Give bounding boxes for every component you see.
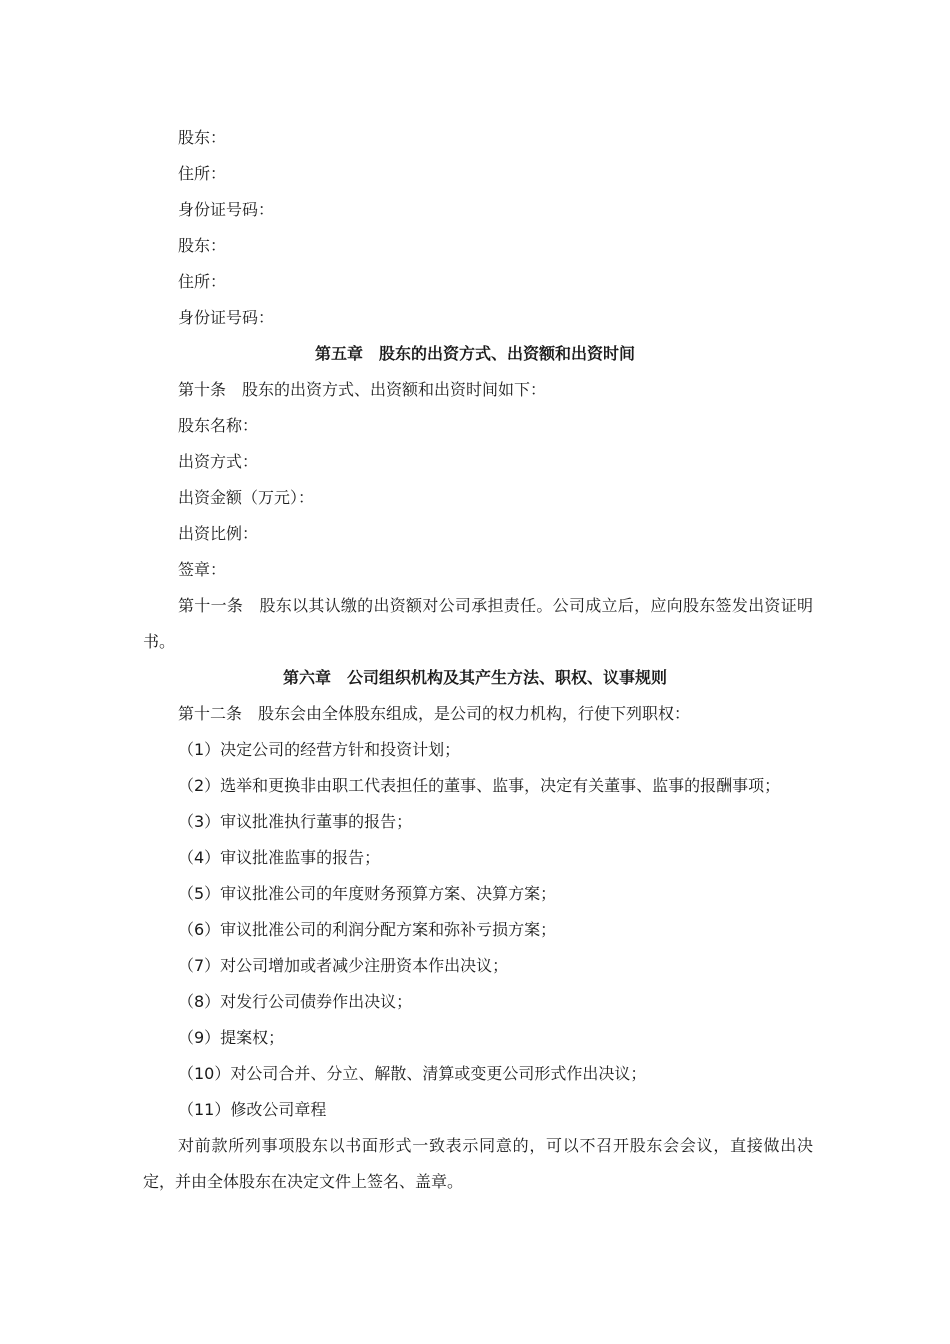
closing-paragraph: 对前款所列事项股东以书面形式一致表示同意的，可以不召开股东会会议，直接做出决定，并由全体股东在决定文件上签名、盖章。 — [143, 1136, 813, 1191]
power-item: （8）对发行公司债券作出决议； — [178, 992, 413, 1011]
address-label: 住所： — [178, 272, 227, 291]
power-item: （7）对公司增加或者减少注册资本作出决议； — [178, 956, 509, 975]
address-label: 住所： — [178, 164, 227, 183]
power-item: （3）审议批准执行董事的报告； — [178, 812, 413, 831]
power-item: （9）提案权； — [178, 1028, 285, 1047]
power-item: （2）选举和更换非由职工代表担任的董事、监事，决定有关董事、监事的报酬事项； — [178, 776, 781, 795]
chapter-6-heading: 第六章 公司组织机构及其产生方法、职权、议事规则 — [282, 668, 667, 687]
power-item: （10）对公司合并、分立、解散、清算或变更公司形式作出决议； — [178, 1064, 647, 1083]
id-number-label: 身份证号码： — [178, 200, 275, 219]
contribution-amount-field: 出资金额（万元）： — [178, 488, 315, 507]
shareholder-label: 股东： — [178, 236, 227, 255]
seal-field: 签章： — [178, 560, 227, 579]
contribution-method-field: 出资方式： — [178, 452, 259, 471]
power-item: （11）修改公司章程 — [178, 1100, 327, 1119]
chapter-5-heading: 第五章 股东的出资方式、出资额和出资时间 — [314, 344, 635, 363]
shareholder-label: 股东： — [178, 128, 227, 147]
article-11: 第十一条 股东以其认缴的出资额对公司承担责任。公司成立后，应向股东签发出资证明书。 — [143, 596, 813, 651]
id-number-label: 身份证号码： — [178, 308, 275, 327]
article-12: 第十二条 股东会由全体股东组成，是公司的权力机构，行使下列职权： — [178, 704, 691, 723]
power-item: （6）审议批准公司的利润分配方案和弥补亏损方案； — [178, 920, 557, 939]
power-item: （4）审议批准监事的报告； — [178, 848, 381, 867]
power-item: （1）决定公司的经营方针和投资计划； — [178, 740, 461, 759]
power-item: （5）审议批准公司的年度财务预算方案、决算方案； — [178, 884, 557, 903]
contribution-ratio-field: 出资比例： — [178, 524, 259, 543]
shareholder-name-field: 股东名称： — [178, 416, 259, 435]
article-10: 第十条 股东的出资方式、出资额和出资时间如下： — [178, 380, 547, 399]
